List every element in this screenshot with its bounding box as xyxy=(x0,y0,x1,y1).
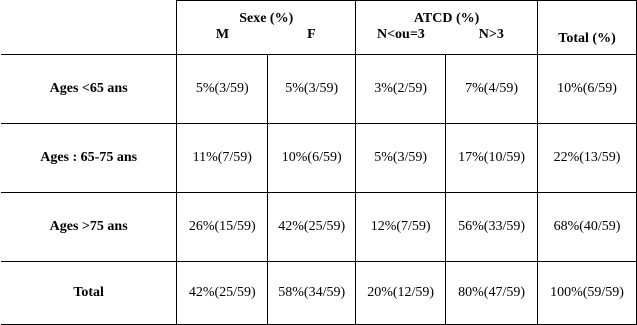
total-column-header xyxy=(538,1,637,55)
cell-f: 10%(6/59) xyxy=(268,124,356,193)
sexe-group-header: Sexe (%) xyxy=(177,1,356,28)
cell-m: 42%(25/59) xyxy=(177,262,268,325)
cell-f: 5%(3/59) xyxy=(268,55,356,124)
cell-m: 26%(15/59) xyxy=(177,193,268,262)
cell-total: 100%(59/59) xyxy=(538,262,637,325)
atcd-group-header: ATCD (%) xyxy=(356,1,538,28)
header-f: F xyxy=(268,27,356,55)
cell-n-le3: 12%(7/59) xyxy=(356,193,446,262)
table-row xyxy=(1,124,637,193)
statistics-table xyxy=(1,0,637,325)
cell-m: 5%(3/59) xyxy=(177,55,268,124)
cell-n-le3: 5%(3/59) xyxy=(356,124,446,193)
table-row xyxy=(1,55,637,124)
corner-cell xyxy=(1,1,177,55)
cell-n-le3: 3%(2/59) xyxy=(356,55,446,124)
row-label: Total xyxy=(1,262,177,325)
header-n-gt3: N>3 xyxy=(446,27,538,55)
cell-m: 11%(7/59) xyxy=(177,124,268,193)
group-header-row xyxy=(1,1,637,28)
table-row xyxy=(1,193,637,262)
cell-total: 22%(13/59) xyxy=(538,124,637,193)
cell-total: 10%(6/59) xyxy=(538,55,637,124)
total-header-label: Total (%) xyxy=(558,30,616,46)
header-m: M xyxy=(177,27,268,55)
cell-n-gt3: 80%(47/59) xyxy=(446,262,538,325)
cell-n-gt3: 56%(33/59) xyxy=(446,193,538,262)
cell-n-le3: 20%(12/59) xyxy=(356,262,446,325)
cell-f: 42%(25/59) xyxy=(268,193,356,262)
header-n-le3: N<ou=3 xyxy=(356,27,446,55)
row-label: Ages : 65-75 ans xyxy=(1,124,177,193)
row-label: Ages >75 ans xyxy=(1,193,177,262)
table-row-total xyxy=(1,262,637,325)
cell-f: 58%(34/59) xyxy=(268,262,356,325)
cell-n-gt3: 7%(4/59) xyxy=(446,55,538,124)
cell-total: 68%(40/59) xyxy=(538,193,637,262)
cell-n-gt3: 17%(10/59) xyxy=(446,124,538,193)
row-label: Ages <65 ans xyxy=(1,55,177,124)
